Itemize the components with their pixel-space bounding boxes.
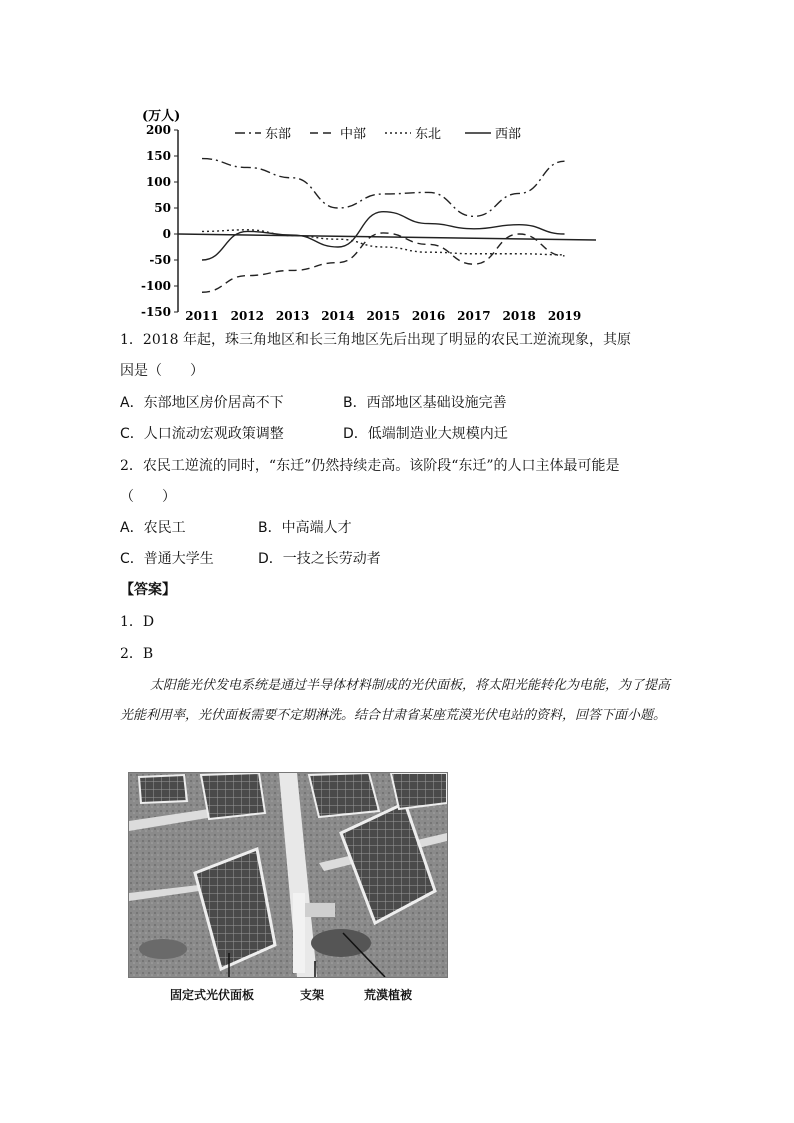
y-unit-label: (万人) <box>142 109 181 124</box>
question-2-stem-line2: （ ） <box>120 489 176 505</box>
question-1-option-a: A．东部地区房价居高不下 <box>120 395 284 411</box>
x-tick-label: 2018 <box>502 309 536 323</box>
label-fixed-solar-panel: 固定式光伏面板 <box>170 988 255 1002</box>
question-2-stem-line1: 2．农民工逆流的同时，“东迁”仍然持续走高。该阶段“东迁”的人口主体最可能是 <box>120 458 620 474</box>
y-tick-label: 0 <box>162 227 171 241</box>
question-2-option-b: B．中高端人才 <box>258 520 352 536</box>
question-1-option-d: D．低端制造业大规模内迁 <box>343 426 508 442</box>
question-1-stem-line2: 因是（ ） <box>120 363 204 379</box>
question-1-stem-line1: 1．2018 年起，珠三角地区和长三角地区先后出现了明显的农民工逆流现象，其原 <box>120 332 631 348</box>
series-line-东部 <box>202 159 565 217</box>
x-tick-label: 2019 <box>547 309 582 323</box>
x-tick-label: 2014 <box>321 309 355 323</box>
y-tick-label: 150 <box>145 149 171 163</box>
question-2-option-c: C．普通大学生 <box>120 551 214 567</box>
label-desert-vegetation: 荒漠植被 <box>364 988 413 1002</box>
x-tick-label: 2013 <box>275 309 310 323</box>
answer-2: 2．B <box>120 646 154 662</box>
question-1-option-b: B．西部地区基础设施完善 <box>343 395 507 411</box>
answer-1: 1．D <box>120 614 155 630</box>
label-support-frame: 支架 <box>300 988 325 1002</box>
question-2-option-d: D．一技之长劳动者 <box>258 551 381 567</box>
y-tick-label: -100 <box>140 279 171 293</box>
x-tick-label: 2017 <box>457 309 491 323</box>
y-tick-label: -150 <box>140 305 171 319</box>
legend-label: 中部 <box>340 127 367 142</box>
legend-label: 东部 <box>265 127 292 142</box>
question-2-option-a: A．农民工 <box>120 520 186 536</box>
question-1-option-c: C．人口流动宏观政策调整 <box>120 426 284 442</box>
x-tick-label: 2016 <box>411 309 446 323</box>
x-tick-label: 2015 <box>366 309 400 323</box>
legend-label: 西部 <box>495 127 522 142</box>
x-tick-label: 2012 <box>230 309 265 323</box>
legend-label: 东北 <box>415 127 442 142</box>
y-tick-label: 50 <box>154 201 171 215</box>
y-tick-label: 200 <box>145 123 171 137</box>
series-line-中部 <box>202 233 565 292</box>
answer-heading: 【答案】 <box>120 582 176 598</box>
y-tick-label: -50 <box>149 253 171 267</box>
population-migration-line-chart <box>130 100 610 325</box>
x-tick-label: 2011 <box>185 309 219 323</box>
y-tick-label: 100 <box>145 175 171 189</box>
solar-panel-photo <box>128 772 448 978</box>
passage-text: 太阳能光伏发电系统是通过半导体材料制成的光伏面板，将太阳光能转化为电能，为了提高光能利用率，光伏面板需要不定期淋洗。结合甘肃省某座荒漠光伏电站的资料，回答下面小题。 <box>120 678 671 723</box>
